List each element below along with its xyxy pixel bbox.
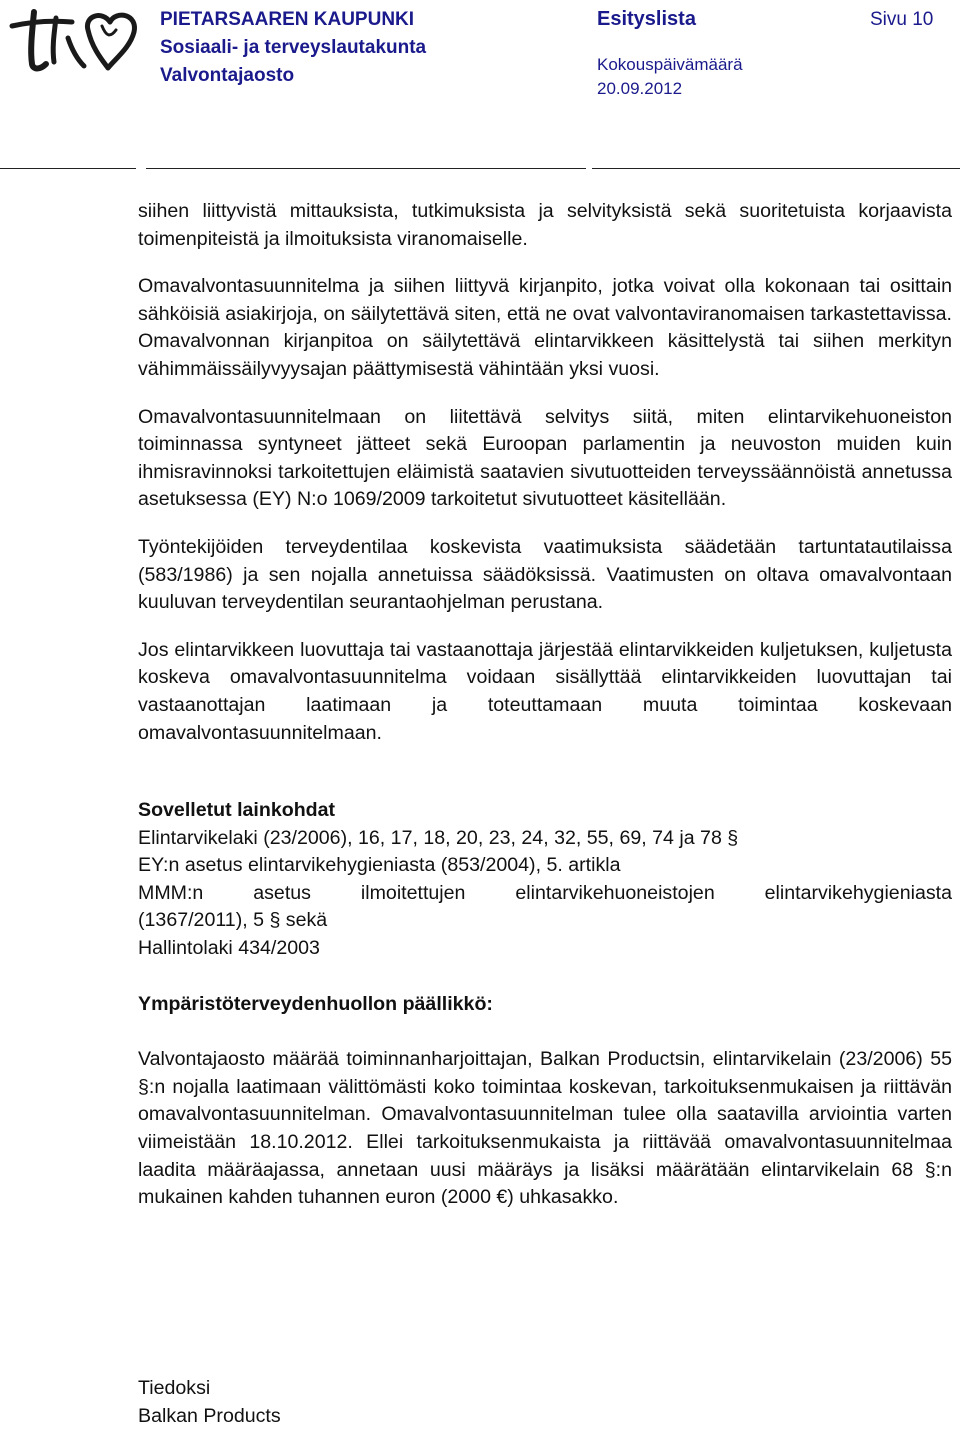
law-item: Hallintolaki 434/2003 [138,937,320,960]
paragraph: siihen liittyvistä mittauksista, tutkimuksista ja selvityksistä sekä suoritetuista korjaavista toimenpiteistä ja ilmoituksista viranomaiselle. [138,200,952,250]
applied-laws-list [138,825,952,963]
committee-name: Sosiaali- ja terveyslautakunta [160,37,427,58]
distribution-recipient: Balkan Products [138,1405,281,1427]
header-divider-left [0,168,136,169]
proposal-heading: Ympäristöterveydenhuollon päällikkö: [138,992,493,1015]
law-item: Elintarvikelaki (23/2006), 16, 17, 18, 20, 23, 24, 32, 55, 69, 74 ja 78 § [138,826,739,849]
law-item: (1367/2011), 5 § sekä [138,909,328,932]
distribution-label: Tiedoksi [138,1377,211,1399]
city-name: PIETARSAAREN KAUPUNKI [160,9,415,30]
meeting-date-block [597,53,743,101]
paragraph: Omavalvontasuunnitelmaan on liitettävä selvitys siitä, miten elintarvikehuoneiston toiminnassa syntyneet jätteet sekä Euroopan parlamentin ja neuvoston muiden kuin ihmisravinnoksi tarkoitettujen eläimistä saatavien sivutuotteiden terveyssäännöistä annetussa asetuksessa (EY) N:o 1069/2009 tarkoitetut sivutuotteet käsitellään. [138,405,952,511]
law-item: MMM:n asetus ilmoitettujen elintarvikehuoneistojen elintarvikehygieniasta [138,881,952,904]
city-logo [6,4,146,76]
distribution-block [138,1374,281,1430]
meeting-date-label: Kokouspäivämäärä [597,55,743,74]
header-divider-right [592,168,960,169]
page-number: Sivu 10 [870,9,934,30]
document-type: Esityslista [597,8,696,30]
meeting-date: 20.09.2012 [597,79,683,98]
subcommittee-name: Valvontajaosto [160,65,295,86]
paragraph: Työntekijöiden terveydentilaa koskevista vaatimuksista säädetään tartuntatautilaissa (583/1986) ja sen nojalla annetuissa säädöksissä. Vaatimusten on oltava omavalvontaan kuuluvan terveydentilan seurantaohjelman perustana. [138,535,952,614]
document-body [138,198,952,1232]
paragraph: Omavalvontasuunnitelma ja siihen liittyvä kirjanpito, jotka voivat olla kokonaan tai osittain sähköisiä asiakirjoja, on säilytettävä siten, että ne ovat valvontaviranomaisen tarkastettavissa. Omavalvonnan kirjanpitoa on säilytettävä elintarvikkeen käsittelystä tai siihen merkityn vähimmäissäilyvyysajan päättymisestä vähintään yksi vuosi. [138,275,952,380]
header-divider-middle [146,168,586,169]
paragraph: Jos elintarvikkeen luovuttaja tai vastaanottaja järjestää elintarvikkeiden kuljetuksen, kuljetusta koskeva omavalvontasuunnitelma voidaan sisällyttää elintarvikkeiden luovuttajan tai vastaanottajan laatimaan ja toteuttamaan muuta toimintaa koskevaan omavalvontasuunnitelmaan. [138,638,952,744]
law-item: EY:n asetus elintarvikehygieniasta (853/2004), 5. artikla [138,854,621,877]
proposal-text: Valvontajaosto määrää toiminnanharjoittajan, Balkan Productsin, elintarvikelain (23/2006) 55 §:n nojalla laatimaan välittömästi koko toimintaa koskevan, tarkoituksenmukaisen ja riittävän omavalvontasuunnitelman. Omavalvontasuunnitelman tulee olla saatavilla arviointia varten viimeistään 18.10.2012. Ellei tarkoituksenmukaista ja riittävää omavalvontasuunnitelmaa laadita määräajassa, annetaan uusi määräys ja lisäksi määrätään elintarvikelain 68 §:n mukainen kahden tuhannen euron (2000 €) uhkasakko. [138,1048,952,1209]
applied-laws-heading: Sovelletut lainkohdat [138,799,336,822]
organization-header [160,6,426,90]
